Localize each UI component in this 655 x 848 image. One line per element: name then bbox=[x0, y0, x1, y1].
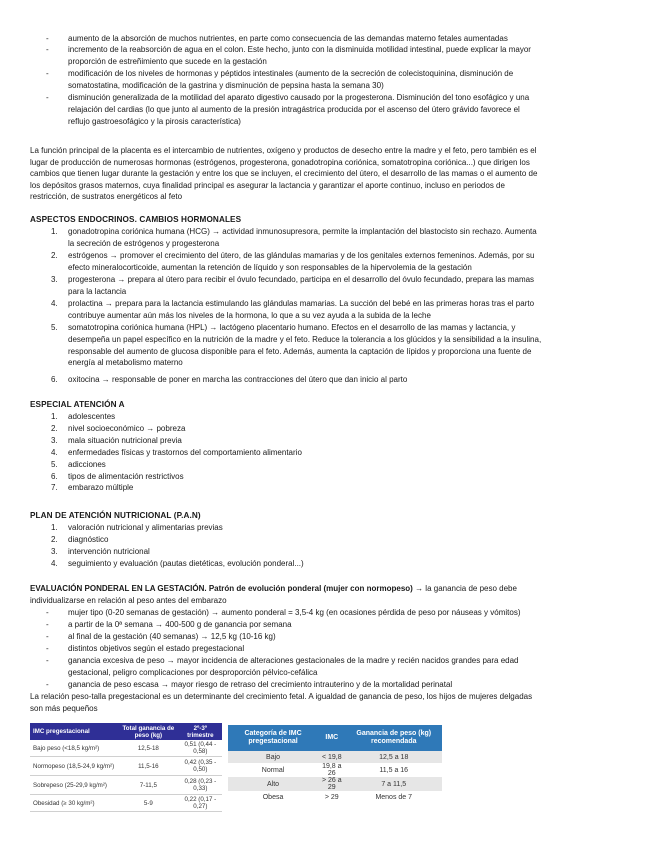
paragraph-line: La función principal de la placenta es el intercambio de nutrientes, oxígeno y productos de desecho entre la madre y el feto, pero también es el bbox=[30, 146, 537, 155]
table-cell: Obesidad (≥ 30 kg/m²) bbox=[30, 795, 118, 812]
table-header: 2º-3º trimestre bbox=[179, 723, 222, 740]
list-number: 3. bbox=[51, 435, 58, 445]
table-cell: 0,51 (0,44 - 0,58) bbox=[179, 740, 222, 757]
table-row bbox=[30, 757, 222, 776]
table-row bbox=[228, 751, 442, 763]
list-item-line: gonadotropina coriónica humana (HCG) → actividad inmunosupresora, permite la implantación del blastocisto sin rechazo. Aumenta bbox=[68, 227, 537, 236]
section-title-rest: → la ganancia de peso debe bbox=[412, 584, 517, 593]
table-cell: 0,22 (0,17 - 0,27) bbox=[179, 795, 222, 812]
table-cell: 11,5-16 bbox=[118, 757, 179, 776]
weight-gain-table-imc bbox=[30, 723, 222, 812]
table-cell: Bajo peso (<18,5 kg/m²) bbox=[30, 740, 118, 757]
table-header: Categoría de IMC pregestacional bbox=[228, 725, 318, 751]
list-number: 2. bbox=[51, 423, 58, 433]
list-item-line: somatotropina coriónica humana (HPL) → lactógeno placentario humano. Efectos en el desarrollo de las mamas y lactancia, y bbox=[68, 323, 516, 332]
bullet-dash: - bbox=[46, 644, 49, 653]
list-item-line: desempeña un papel específico en la nutrición de la madre y el feto. Reduce la tolerancia a los glúcidos y la sensibilidad a la insulina, bbox=[68, 334, 542, 344]
table-cell: Normopeso (18,5-24,9 kg/m²) bbox=[30, 757, 118, 776]
list-item: adolescentes bbox=[68, 412, 116, 421]
list-item-line: contribuye aumentar aún más los niveles de la hormona, lo que a su vez ayuda a la subida de la leche bbox=[68, 310, 431, 320]
table-cell: 7 a 11,5 bbox=[345, 777, 442, 791]
table-cell: Bajo bbox=[228, 751, 318, 763]
list-item: tipos de alimentación restrictivos bbox=[68, 471, 184, 481]
bullet-text-line: a partir de la 0ª semana → 400-500 g de ganancia por semana bbox=[68, 620, 292, 629]
list-number: 7. bbox=[51, 483, 58, 493]
table-row bbox=[30, 795, 222, 812]
list-item: embarazo múltiple bbox=[68, 483, 134, 493]
list-item: nivel socioeconómico → pobreza bbox=[68, 423, 186, 433]
table-cell: 0,42 (0,35 - 0,50) bbox=[179, 757, 222, 776]
bullet-text-line: distintos objetivos según el estado pregestacional bbox=[68, 644, 245, 653]
list-number: 4. bbox=[51, 299, 58, 308]
bullet-dash: - bbox=[46, 45, 49, 54]
table-row bbox=[228, 763, 442, 777]
table-cell: 12,5 a 18 bbox=[345, 751, 442, 763]
table-header: Total ganancia de peso (kg) bbox=[118, 723, 179, 740]
table-row bbox=[30, 776, 222, 795]
table-row bbox=[228, 791, 442, 803]
list-number: 6. bbox=[51, 375, 58, 384]
bullet-dash: - bbox=[46, 656, 49, 665]
table-cell: Obesa bbox=[262, 793, 284, 801]
list-item: seguimiento y evaluación (pautas dietéticas, evolución ponderal...) bbox=[68, 558, 304, 568]
bullet-text-line: ganancia de peso escasa → mayor riesgo de retraso del crecimiento intrauterino y de la mortalidad perinatal bbox=[68, 680, 453, 689]
bullet-text-line: al final de la gestación (40 semanas) → 12,5 kg (10-16 kg) bbox=[68, 632, 276, 641]
table-header: IMC bbox=[318, 725, 345, 751]
list-item-line: efecto mineralocorticoide, aumentan la retención de líquido y son responsables de la hipervolemia de la gestación bbox=[68, 262, 472, 272]
list-item-line: la secreción de estrógenos y progesterona bbox=[68, 238, 220, 248]
weight-gain-table-category bbox=[228, 725, 442, 803]
list-number: 4. bbox=[51, 447, 58, 457]
bullet-text-line: gestacional, peligro complicaciones por desproporción pélvico-cefálica bbox=[68, 667, 318, 677]
bullet-dash: - bbox=[46, 93, 49, 102]
table-cell: 12,5-18 bbox=[118, 740, 179, 757]
list-item-line: estrógenos → promover el crecimiento del útero, de las glándulas mamarias y de los genitales externos femeninos. Además, por su bbox=[68, 251, 535, 260]
bullet-dash: - bbox=[46, 632, 49, 641]
table-cell: < 19,8 bbox=[318, 751, 345, 763]
table-row bbox=[30, 740, 222, 757]
bullet-text-line: proporción de estreñimiento que sucede en la gestación bbox=[68, 56, 267, 66]
paragraph-line: cambios que tienen lugar durante la gestación y entre los que se incluyen, el crecimiento del útero, el desarrollo de las mamas o el aumento de bbox=[30, 169, 538, 179]
paragraph-line: La relación peso-talla pregestacional es un determinante del crecimiento fetal. A igualdad de ganancia de peso, los hijos de mujeres delgadas bbox=[30, 692, 533, 701]
list-item: intervención nutricional bbox=[68, 546, 150, 556]
list-item-line: responsable del aumento de glucosa disponible para el feto. Además, aumenta la captación de lípidos y proporciona una fuente de bbox=[68, 346, 532, 356]
table-cell: Normal bbox=[261, 766, 285, 774]
list-item-line: energía al metabolismo materno bbox=[68, 358, 183, 368]
section-title: ESPECIAL ATENCIÓN A bbox=[30, 400, 125, 409]
list-number: 4. bbox=[51, 558, 58, 568]
table-row bbox=[228, 777, 442, 791]
bullet-dash: - bbox=[46, 680, 49, 689]
list-item-line: prolactina → prepara para la lactancia estimulando las glándulas mamarias. La succión del bebé en las primeras horas tras el parto bbox=[68, 299, 535, 308]
list-item: valoración nutricional y alimentarias previas bbox=[68, 523, 223, 532]
bullet-text-line: ganancia excesiva de peso → mayor incidencia de alteraciones gestacionales de la madre y recién nacidos grandes para edad bbox=[68, 656, 519, 665]
list-number: 2. bbox=[51, 534, 58, 544]
bullet-text-line: relajación del cardias (lo que junto al aumento de la presión intragástrica producida por el ascenso del útero grávido favorece el bbox=[68, 104, 520, 114]
table-cell: 5-9 bbox=[118, 795, 179, 812]
table-cell: > 29 bbox=[324, 793, 339, 801]
list-number: 3. bbox=[51, 546, 58, 556]
table-header: Ganancia de peso (kg) recomendada bbox=[345, 725, 442, 751]
bullet-text-line: reflujo gastroesofágico y la pirosis característica) bbox=[68, 116, 241, 126]
table-cell: 7-11,5 bbox=[118, 776, 179, 795]
bullet-text-line: disminución generalizada de la motilidad del aparato digestivo causado por la progesterona. Disminución del tono esofágico y una bbox=[68, 93, 530, 102]
list-item: mala situación nutricional previa bbox=[68, 435, 182, 445]
bullet-dash: - bbox=[46, 34, 49, 43]
table-cell: 0,28 (0,23 - 0,33) bbox=[179, 776, 222, 795]
paragraph-line: son más pequeños bbox=[30, 703, 98, 713]
section-title-line bbox=[30, 583, 622, 594]
section-title-line: individualizarse en relación al peso antes del embarazo bbox=[30, 596, 227, 605]
list-number: 5. bbox=[51, 459, 58, 469]
list-item: enfermedades físicas y trastornos del comportamiento alimentario bbox=[68, 447, 302, 457]
paragraph-line: lugar de producción de numerosas hormonas (estrógenos, progesterona, gonadotropina coriónica, somatotropina coriónica...) que dirigen los bbox=[30, 157, 530, 167]
bullet-text-line: modificación de los niveles de hormonas y péptidos intestinales (aumento de la secreción de colecistoquinina, disminución de bbox=[68, 69, 514, 78]
table-cell: 11,5 a 16 bbox=[379, 766, 409, 774]
bullet-text-line: mujer tipo (0-20 semanas de gestación) → aumento ponderal = 3,5-4 kg (en ocasiones pérdida de peso por náuseas y vómitos) bbox=[68, 608, 521, 617]
list-number: 1. bbox=[51, 412, 58, 421]
section-title-bold: EVALUACIÓN PONDERAL EN LA GESTACIÓN. Patrón de evolución ponderal (mujer con normopeso) bbox=[30, 584, 413, 593]
section-title: ASPECTOS ENDOCRINOS. CAMBIOS HORMONALES bbox=[30, 215, 242, 224]
bullet-text-line: somatostatina, modificación de la gastrina y disminución de pepsina hasta la semana 30) bbox=[68, 80, 384, 90]
list-number: 2. bbox=[51, 251, 58, 260]
bullet-dash: - bbox=[46, 608, 49, 617]
paragraph-line: restricción, de sustratos energéticos al feto bbox=[30, 192, 183, 202]
list-number: 5. bbox=[51, 323, 58, 332]
table-cell: Menos de 7 bbox=[375, 793, 413, 801]
list-number: 6. bbox=[51, 471, 58, 481]
table-header: IMC pregestacional bbox=[30, 723, 118, 740]
list-number: 1. bbox=[51, 523, 58, 532]
list-item: diagnóstico bbox=[68, 534, 109, 544]
bullet-dash: - bbox=[46, 69, 49, 78]
bullet-dash: - bbox=[46, 620, 49, 629]
table-cell: Sobrepeso (25-29,9 kg/m²) bbox=[30, 776, 118, 795]
list-item-line: progesterona → prepara al útero para recibir el óvulo fecundado, participa en el desarrollo del óvulo fecundado, prepara las mamas bbox=[68, 275, 535, 284]
bullet-text-line: aumento de la absorción de muchos nutrientes, en parte como consecuencia de las demandas materno fetales aumentadas bbox=[68, 34, 508, 43]
list-number: 1. bbox=[51, 227, 58, 236]
table-cell: Alto bbox=[228, 777, 318, 791]
table-cell: 19,8 a 26 bbox=[322, 763, 342, 777]
paragraph-line: los depósitos grasos maternos, cuya finalidad principal es asegurar la lactancia y garantizar el aporte continuo, incluso en periodos de bbox=[30, 180, 505, 190]
list-item-line: para la lactancia bbox=[68, 286, 127, 296]
list-item-line: oxitocina → responsable de poner en marcha las contracciones del útero que dan inicio al parto bbox=[68, 375, 408, 384]
table-cell: > 26 a 29 bbox=[318, 777, 345, 791]
section-title: PLAN DE ATENCIÓN NUTRICIONAL (P.A.N) bbox=[30, 511, 201, 520]
list-item: adicciones bbox=[68, 459, 106, 469]
bullet-text-line: incremento de la reabsorción de agua en el colon. Este hecho, junto con la disminuida motilidad intestinal, puede explicar la mayor bbox=[68, 45, 531, 54]
list-number: 3. bbox=[51, 275, 58, 284]
